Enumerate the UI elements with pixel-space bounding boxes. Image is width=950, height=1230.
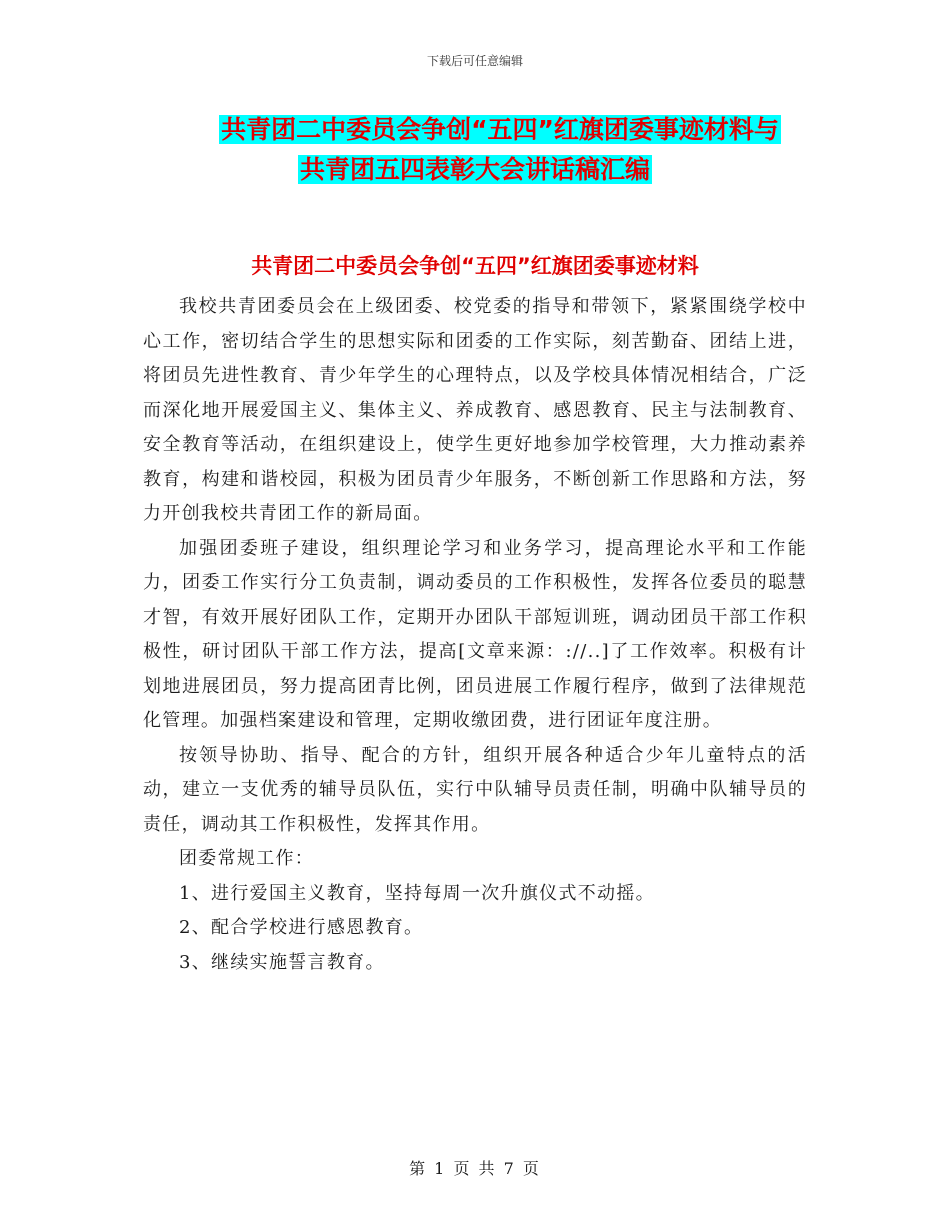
- paragraph: 我校共青团委员会在上级团委、校党委的指导和带领下，紧紧围绕学校中心工作，密切结合学生的思想实际和团委的工作实际，刻苦勤奋、团结上进，将团员先进性教育、青少年学生的心理特点，以及学校具体情况相结合，广泛而深化地开展爱国主义、集体主义、养成教育、感恩教育、民主与法制教育、安全教育等活动，在组织建设上，使学生更好地参加学校管理，大力推动素养教育，构建和谐校园，积极为团员青少年服务，不断创新工作思路和方法，努力开创我校共青团工作的新局面。: [143, 296, 807, 524]
- document-title-line-2: [0, 150, 950, 190]
- list-item: 1、进行爱国主义教育，坚持每周一次升旗仪式不动摇。: [179, 882, 655, 904]
- title-highlight-2: 共青团五四表彰大会讲话稿汇编: [299, 155, 650, 184]
- paragraph: 加强团委班子建设，组织理论学习和业务学习，提高理论水平和工作能力，团委工作实行分工负责制，调动委员的工作积极性，发挥各位委员的聪慧才智，有效开展好团队工作，定期开办团队干部短训班，调动团员干部工作积极性，研讨团队干部工作方法，提高[文章来源：://..]了工作效率。积极有计划地进展团员，努力提高团青比例，团员进展工作履行程序，做到了法律规范化管理。加强档案建设和管理，定期收缴团费，进行团证年度注册。: [143, 537, 807, 731]
- document-title-line-1: [0, 110, 950, 150]
- title-highlight-1: 共青团二中委员会争创“五四”红旗团委事迹材料与: [221, 115, 779, 144]
- list-item: 2、配合学校进行感恩教育。: [179, 917, 424, 938]
- paragraph: 按领导协助、指导、配合的方针，组织开展各种适合少年儿童特点的活动，建立一支优秀的辅导员队伍，实行中队辅导员责任制，明确中队辅导员的责任，调动其工作积极性，发挥其作用。: [143, 744, 807, 835]
- list-item: 3、继续实施誓言教育。: [179, 951, 385, 973]
- page-header-note: 下载后可任意编辑: [426, 54, 523, 68]
- body-text: [143, 290, 807, 980]
- paragraph: 团委常规工作：: [179, 848, 315, 869]
- page-number: 第 1 页 共 7 页: [409, 1159, 541, 1178]
- section-title: 共青团二中委员会争创“五四”红旗团委事迹材料: [251, 254, 699, 278]
- document-title: [0, 110, 950, 190]
